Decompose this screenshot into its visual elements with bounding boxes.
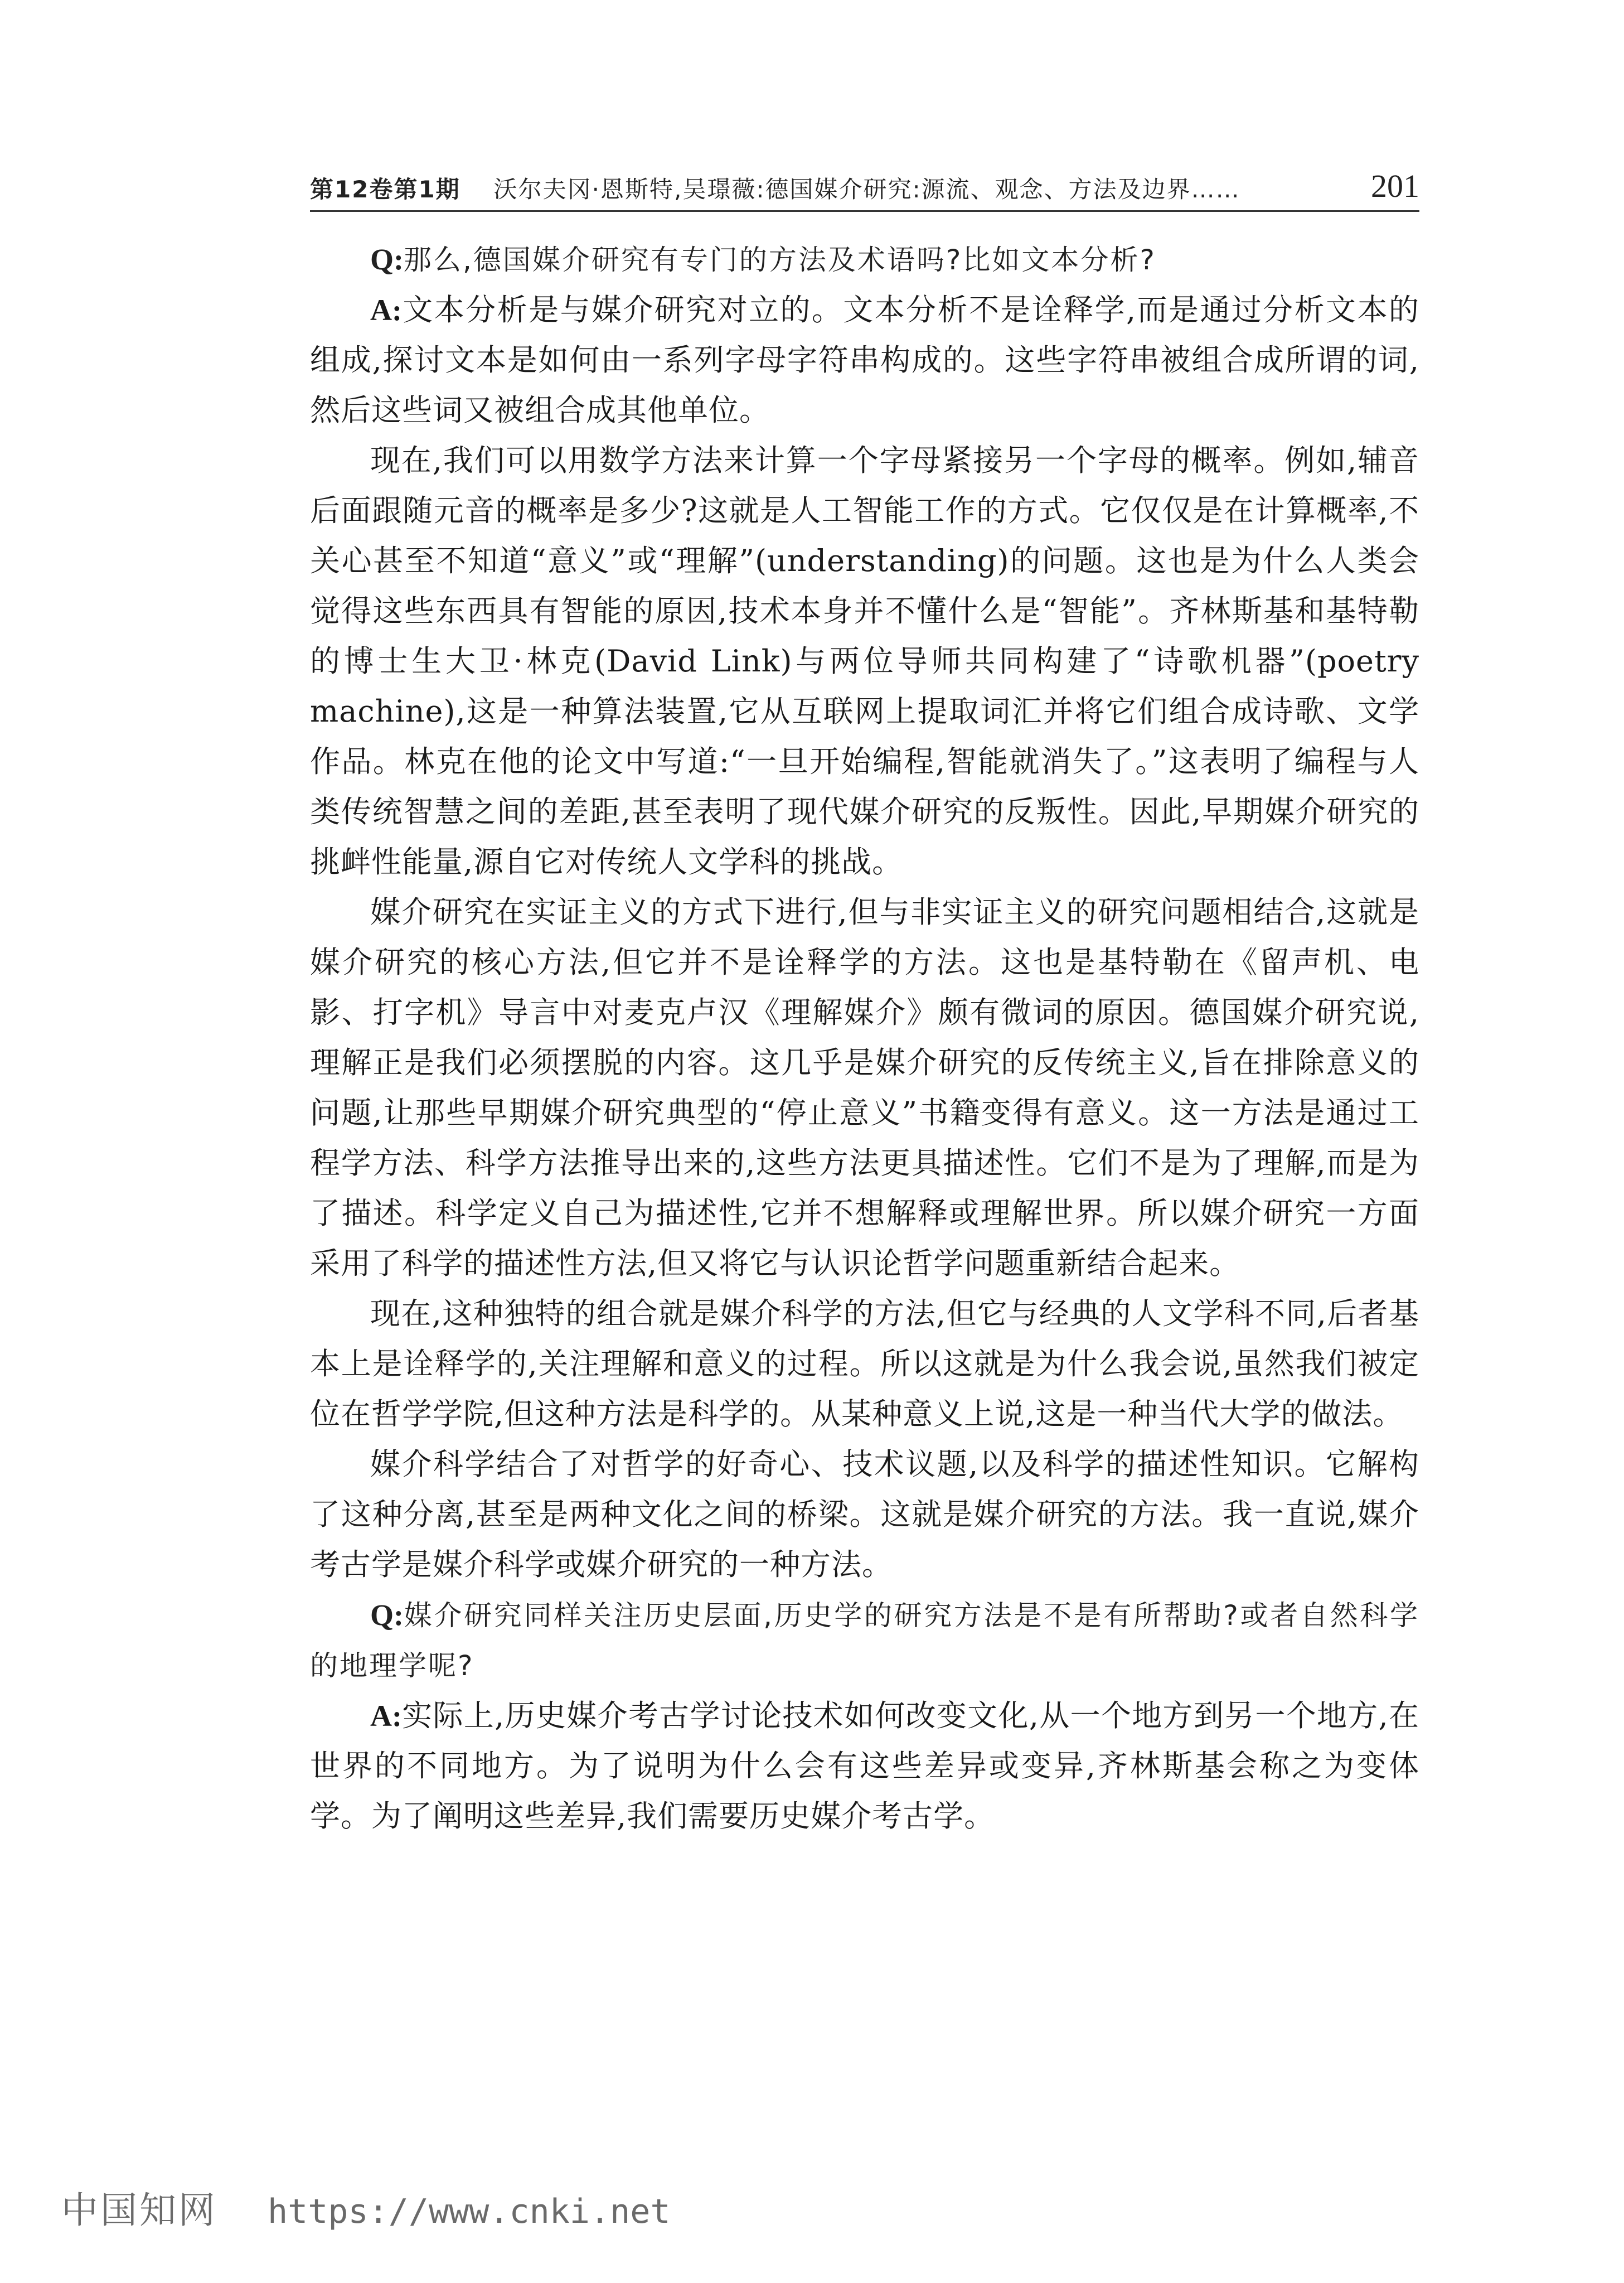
paragraph-text: 媒介研究同样关注历史层面,历史学的研究方法是不是有所帮助?或者自然科学的地理学呢? bbox=[310, 1599, 1419, 1682]
question-paragraph bbox=[310, 1590, 1419, 1691]
article-title: 沃尔夫冈·恩斯特,吴璟薇:德国媒介研究:源流、观念、方法及边界…… bbox=[493, 176, 1240, 203]
paragraph-text: 那么,德国媒介研究有专门的方法及术语吗?比如文本分析? bbox=[404, 244, 1156, 276]
paragraph-text: 媒介研究在实证主义的方式下进行,但与非实证主义的研究问题相结合,这就是媒介研究的核心方法,但它并不是诠释学的方法。这也是基特勒在《留声机、电影、打字机》导言中对麦克卢汉《理解媒介》颇有微词的原因。德国媒介研究说,理解正是我们必须摆脱的内容。这几乎是媒介研究的反传统主义,旨在排除意义的问题,让那些早期媒介研究典型的“停止意义”书籍变得有意义。这一方法是通过工程学方法、科学方法推导出来的,这些方法更具描述性。它们不是为了理解,而是为了描述。科学定义自己为描述性,它并不想解释或理解世界。所以媒介研究一方面采用了科学的描述性方法,但又将它与认识论哲学问题重新结合起来。 bbox=[310, 894, 1419, 1281]
body-paragraph bbox=[310, 1289, 1419, 1439]
page-number: 201 bbox=[1371, 168, 1419, 204]
question-marker: Q: bbox=[370, 1598, 404, 1632]
body-paragraph bbox=[310, 887, 1419, 1289]
cnki-logo: 中国知网 bbox=[61, 2189, 217, 2232]
header-citation bbox=[310, 171, 1240, 205]
question-paragraph bbox=[310, 234, 1419, 285]
answer-marker: A: bbox=[370, 293, 402, 327]
cnki-url[interactable]: https://www.cnki.net bbox=[268, 2192, 671, 2231]
paragraph-text: 实际上,历史媒介考古学讨论技术如何改变文化,从一个地方到另一个地方,在世界的不同地方。为了说明为什么会有这些差异或变异,齐林斯基会称之为变体学。为了阐明这些差异,我们需要历史媒介考古学。 bbox=[310, 1698, 1419, 1834]
running-header bbox=[310, 167, 1419, 212]
paragraph-text: 现在,这种独特的组合就是媒介科学的方法,但它与经典的人文学科不同,后者基本上是诠释学的,关注理解和意义的过程。所以这就是为什么我会说,虽然我们被定位在哲学学院,但这种方法是科学的。从某种意义上说,这是一种当代大学的做法。 bbox=[310, 1296, 1419, 1431]
answer-paragraph bbox=[310, 1691, 1419, 1841]
paragraph-text: 文本分析是与媒介研究对立的。文本分析不是诠释学,而是通过分析文本的组成,探讨文本是如何由一系列字母字符串构成的。这些字符串被组合成所谓的词,然后这些词又被组合成其他单位。 bbox=[310, 292, 1419, 428]
question-marker: Q: bbox=[370, 243, 404, 276]
answer-paragraph bbox=[310, 285, 1419, 436]
answer-marker: A: bbox=[370, 1699, 402, 1733]
article-body bbox=[310, 234, 1419, 1841]
paragraph-text: 媒介科学结合了对哲学的好奇心、技术议题,以及科学的描述性知识。它解构了这种分离,甚至是两种文化之间的桥梁。这就是媒介研究的方法。我一直说,媒介考古学是媒介科学或媒介研究的一种方法。 bbox=[310, 1447, 1419, 1582]
body-paragraph bbox=[310, 1439, 1419, 1590]
cnki-watermark bbox=[61, 2180, 670, 2233]
body-paragraph bbox=[310, 436, 1419, 887]
journal-issue: 第12卷第1期 bbox=[310, 176, 460, 203]
paragraph-text: 现在,我们可以用数学方法来计算一个字母紧接另一个字母的概率。例如,辅音后面跟随元音的概率是多少?这就是人工智能工作的方式。它仅仅是在计算概率,不关心甚至不知道“意义”或“理解”(understanding)的问题。这也是为什么人类会觉得这些东西具有智能的原因,技术本身并不懂什么是“智能”。齐林斯基和基特勒的博士生大卫·林克(David Link)与两位导师共同构建了“诗歌机器”(poetry machine),这是一种算法装置,它从互联网上提取词汇并将它们组合成诗歌、文学作品。林克在他的论文中写道:“一旦开始编程,智能就消失了。”这表明了编程与人类传统智慧之间的差距,甚至表明了现代媒介研究的反叛性。因此,早期媒介研究的挑衅性能量,源自它对传统人文学科的挑战。 bbox=[310, 443, 1419, 879]
